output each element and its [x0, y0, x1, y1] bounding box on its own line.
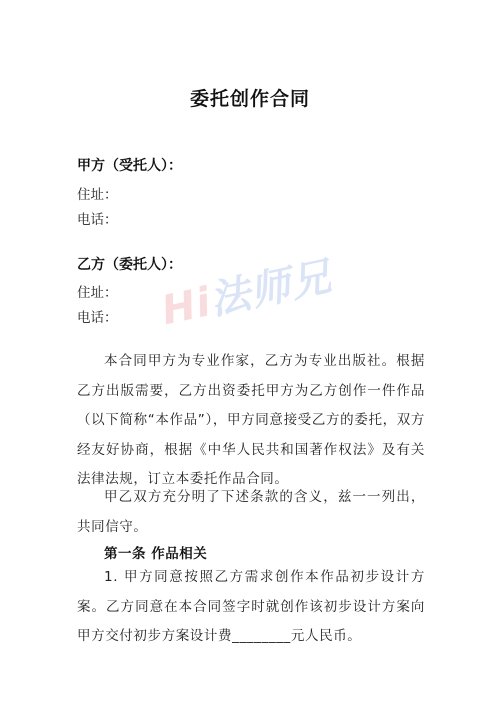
party-a-address-label: 住址：	[77, 187, 118, 203]
article-1-clause-1: 1. 甲方同意按照乙方需求创作本作品初步设计方案。乙方同意在本合同签字时就创作该初步设计方案向甲方交付初步方案设计费________元人民币。	[77, 569, 425, 644]
mutual-understanding-paragraph: 甲乙双方充分明了下述条款的含义，兹一一列出，共同信守。	[77, 489, 425, 535]
party-a-phone-label: 电话：	[77, 212, 118, 228]
party-a-heading: 甲方（受托人）：	[77, 158, 182, 174]
watermark-logo	[156, 245, 336, 337]
watermark-part-a: Hi	[157, 279, 216, 335]
watermark-part-b: 法师兄	[205, 253, 336, 325]
party-b-address-label: 住址：	[77, 285, 118, 301]
party-b-heading: 乙方（委托人）：	[77, 257, 182, 273]
article-1-heading: 第一条 作品相关	[104, 546, 208, 562]
party-b-phone-label: 电话：	[77, 310, 118, 326]
document-title: 委托创作合同	[189, 88, 310, 110]
preamble-paragraph: 本合同甲方为专业作家，乙方为专业出版社。根据乙方出版需要，乙方出资委托甲方为乙方创作一件作品（以下简称“本作品”），甲方同意接受乙方的委托，双方经友好协商，根据《中华人民共和国著作权法》及有关法律法规，订立本委托作品合同。	[77, 353, 425, 487]
